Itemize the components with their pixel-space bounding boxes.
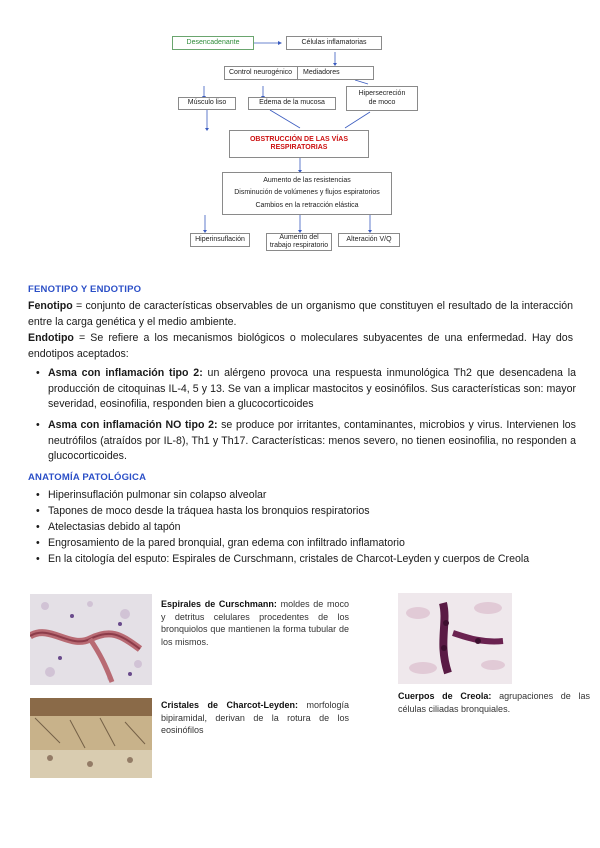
bullet-icon: • [36, 419, 40, 431]
endotipo-term: Endotipo [28, 332, 74, 344]
neuro-mediators-box [224, 66, 374, 80]
curschmann-spiral-image [30, 594, 152, 685]
creola-title: Cuerpos de Creola: [398, 691, 492, 701]
nontype2-term: Asma con inflamación NO tipo 2: [48, 419, 218, 431]
inflammatory-cells-box: Células inflamatorias [286, 36, 382, 50]
pathology-heading: ANATOMÍA PATOLÓGICA [28, 472, 147, 483]
charcot-leyden-micrograph [30, 698, 152, 778]
smooth-muscle-box: Músculo liso [178, 97, 236, 110]
bullet-icon: • [36, 489, 40, 501]
bullet-icon: • [36, 367, 40, 379]
charcot-title: Cristales de Charcot-Leyden: [161, 700, 298, 710]
fenotipo-paragraph [28, 299, 573, 330]
curschmann-caption [161, 598, 349, 648]
charcot-leyden-image [30, 698, 152, 778]
bullet-icon: • [36, 505, 40, 517]
hyperinflation-box: Hiperinsuflación [190, 233, 250, 247]
nontype2-definition: se produce por irritantes, contaminantes, microbios y virus. Intervienen los neutrófilos (atraídos por IL-8), Th1 y Th17. Características: menos severo, no tienen eosinofilia, no responden a glucocorticoides. [48, 419, 576, 462]
trigger-box: Desencadenante [172, 36, 254, 50]
mucosa-edema-box: Edema de la mucosa [248, 97, 336, 110]
type2-term: Asma con inflamación tipo 2: [48, 367, 203, 379]
creola-text: agrupaciones de las células ciliadas bronquiales. [398, 691, 590, 714]
creola-caption [398, 690, 590, 715]
obstruction-box: OBSTRUCCIÓN DE LAS VÍAS RESPIRATORIAS [229, 130, 369, 158]
type2-definition: un alérgeno provoca una respuesta inmunológica Th2 que desencadena la producción de citoquinas IL-4, 5 y 13. Se van a implicar mastocitos y eosinófilos. Sus características son: mayor severidad, eosinofilia, responden bien a glucocorticoides [48, 367, 576, 410]
phenotype-heading: FENOTIPO Y ENDOTIPO [28, 284, 142, 295]
box-divider [297, 66, 298, 80]
fenotipo-term: Fenotipo [28, 300, 73, 312]
curschmann-micrograph [30, 594, 152, 685]
creola-bodies-image [398, 593, 512, 684]
bullet-icon: • [36, 537, 40, 549]
fenotipo-definition: = conjunto de características observables de un organismo que constituyen el resultado de la interacción entre la carga genética y el medio ambiente. [28, 300, 573, 328]
creola-micrograph [398, 593, 512, 684]
neurogenic-control-label: Control neurogénico [229, 68, 293, 76]
effects-box: Aumento de las resistencias Disminución de volúmenes y flujos espiratorios Cambios en la retracción elástica [222, 172, 392, 215]
bullet-icon: • [36, 521, 40, 533]
bullet-icon: • [36, 553, 40, 565]
mucus-hypersecretion-box: Hipersecreción de moco [346, 86, 418, 111]
curschmann-text: moldes de moco y detritus celulares procedentes de los bronquiolos que mantienen la forma tubular de los mismos. [161, 599, 349, 647]
mediators-label: Mediadores [303, 68, 340, 76]
vq-box: Alteración V/Q [338, 233, 400, 247]
charcot-caption [161, 699, 349, 737]
curschmann-title: Espirales de Curschmann: [161, 599, 277, 609]
charcot-text: morfología bipiramidal, derivan de la rotura de los eosinófilos [161, 700, 349, 735]
work-breathing-box: Aumento del trabajo respiratorio [266, 233, 332, 251]
endotipo-definition: = Se refiere a los mecanismos biológicos o moleculares subyacentes de una enfermedad. Hay dos endotipos aceptados: [28, 332, 573, 360]
endotipo-paragraph [28, 331, 573, 362]
